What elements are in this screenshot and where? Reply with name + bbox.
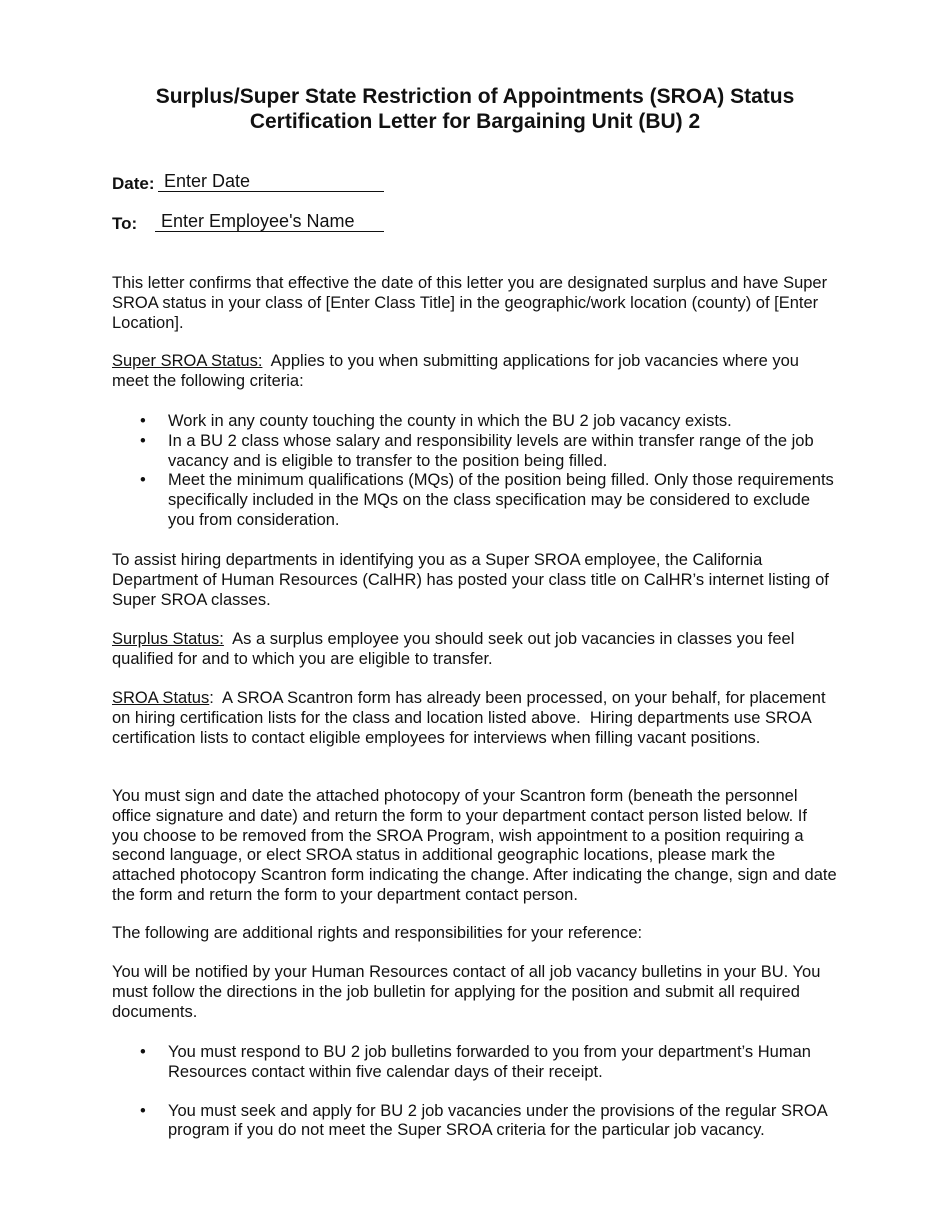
rights-paragraph: The following are additional rights and responsibilities for your reference: bbox=[112, 924, 643, 942]
bullet-icon: • bbox=[140, 1101, 146, 1120]
date-field[interactable] bbox=[158, 170, 384, 192]
list-item bbox=[112, 432, 837, 472]
bullet-icon: • bbox=[140, 412, 146, 430]
criteria-list bbox=[112, 412, 837, 531]
date-label: Date: bbox=[112, 174, 155, 193]
title-line-2: Certification Letter for Bargaining Unit (BU) 2 bbox=[249, 110, 701, 133]
surplus-paragraph bbox=[112, 630, 837, 670]
list-item-text: You must seek and apply for BU 2 job vacancies under the provisions of the regular SROA program if you do not meet the Super SROA criteria for the particular job vacancy. bbox=[168, 1101, 827, 1140]
title-line-1: Surplus/Super State Restriction of Appointments (SROA) Status bbox=[155, 85, 795, 108]
super-sroa-paragraph bbox=[112, 352, 837, 392]
list-item bbox=[112, 471, 837, 530]
bullet-icon: • bbox=[140, 1043, 146, 1061]
intro-paragraph: This letter confirms that effective the date of this letter you are designated surplus and have Super SROA status in your class of [Enter Class Title] in the geographic/work location (county) of [Enter Location]. bbox=[112, 274, 828, 332]
notified-paragraph: You will be notified by your Human Resources contact of all job vacancy bulletins in your BU. You must follow the directions in the job bulletin for applying for the position and submit all required documents. bbox=[112, 963, 821, 1021]
bullet-icon: • bbox=[140, 471, 146, 490]
to-row bbox=[112, 214, 137, 234]
surplus-text: As a surplus employee you should seek out job vacancies in classes you feel qualified for and to which you are eligible to transfer. bbox=[112, 630, 799, 668]
surplus-heading: Surplus Status: bbox=[112, 630, 224, 648]
responsibility-list bbox=[112, 1043, 837, 1141]
sroa-text: : A SROA Scantron form has already been processed, on your behalf, for placement on hiring certification lists for the class and location listed above. Hiring departments use SROA certification lists to contact eligible employees for interviews when filling vacant positions. bbox=[112, 689, 831, 747]
date-row bbox=[112, 174, 155, 194]
page-title bbox=[0, 84, 950, 134]
bullet-icon: • bbox=[140, 431, 146, 450]
list-item bbox=[112, 412, 837, 432]
list-item-text: Meet the minimum qualifications (MQs) of the position being filled. Only those requirements specifically included in the MQs on the class specification may be considered to exclude you from consideration. bbox=[168, 471, 834, 529]
employee-name-field[interactable] bbox=[155, 210, 384, 232]
list-item bbox=[112, 1043, 837, 1083]
super-sroa-heading: Super SROA Status: bbox=[112, 352, 263, 370]
list-item-text: Work in any county touching the county in which the BU 2 job vacancy exists. bbox=[168, 412, 732, 430]
list-item-text: You must respond to BU 2 job bulletins forwarded to you from your department’s Human Resources contact within five calendar days of their receipt. bbox=[168, 1043, 811, 1081]
sign-paragraph: You must sign and date the attached photocopy of your Scantron form (beneath the personnel office signature and date) and return the form to your department contact person listed below. If you choose to be removed from the SROA Program, wish appointment to a position requiring a second language, or elect SROA status in additional geographic locations, please mark the attached photocopy Scantron form indicating the change. After indicating the change, sign and date the form and return the form to your department contact person. bbox=[112, 787, 837, 904]
assist-paragraph: To assist hiring departments in identifying you as a Super SROA employee, the California Department of Human Resources (CalHR) has posted your class title on CalHR’s internet listing of Super SROA classes. bbox=[112, 551, 829, 609]
list-item-text: In a BU 2 class whose salary and responsibility levels are within transfer range of the job vacancy and is eligible to transfer to the position being filled. bbox=[168, 431, 814, 470]
to-label: To: bbox=[112, 214, 138, 233]
sroa-heading: SROA Status bbox=[112, 689, 210, 707]
list-item bbox=[112, 1102, 837, 1142]
sroa-paragraph bbox=[112, 689, 837, 748]
super-sroa-text: Applies to you when submitting applications for job vacancies where you meet the following criteria: bbox=[112, 352, 804, 390]
